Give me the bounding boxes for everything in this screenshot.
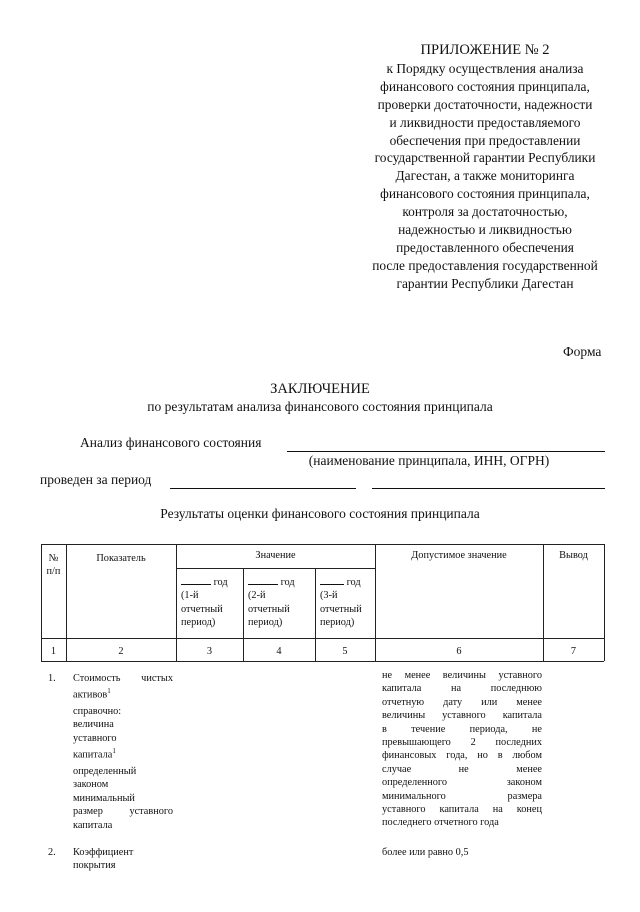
year-field-3[interactable] bbox=[320, 584, 344, 585]
appendix-line: финансового состояния принципала, bbox=[380, 186, 590, 202]
col-number: 1 bbox=[50, 646, 57, 657]
appendix-line: предоставленного обеспечения bbox=[396, 239, 574, 255]
principal-name-field[interactable] bbox=[287, 451, 605, 452]
row-2-num: 2. bbox=[48, 847, 56, 858]
period-end-field[interactable] bbox=[372, 488, 605, 489]
analysis-hint: (наименование принципала, ИНН, ОГРН) bbox=[308, 453, 550, 468]
appendix-line: государственной гарантии Республики bbox=[374, 150, 596, 166]
period-start-field[interactable] bbox=[170, 488, 356, 489]
appendix-line: проверки достаточности, надежности bbox=[377, 96, 593, 112]
year-field-1[interactable] bbox=[181, 584, 211, 585]
appendix-line: финансового состояния принципала, bbox=[380, 78, 590, 94]
col-number: 5 bbox=[342, 646, 348, 657]
appendix-heading: ПРИЛОЖЕНИЕ № 2 bbox=[420, 42, 550, 58]
col-number: 7 bbox=[570, 646, 577, 657]
appendix-line: к Порядку осуществления анализа bbox=[386, 60, 584, 76]
row-2-allowed: более или равно 0,5 bbox=[382, 847, 469, 858]
header-value: Значение bbox=[255, 550, 296, 561]
header-allowed: Допустимое значение bbox=[411, 550, 507, 561]
header-conclusion: Вывод bbox=[559, 550, 588, 561]
row-1-minimum: определенный законом минимальный размер уставного капитала bbox=[73, 766, 173, 831]
period-header-1: год (1-й отчетный период) bbox=[181, 577, 228, 629]
col-number: 3 bbox=[206, 646, 213, 657]
col-number: 2 bbox=[118, 646, 124, 657]
document-subtitle: по результатам анализа финансового состояния принципала bbox=[147, 399, 493, 414]
appendix-line: надежностью и ликвидностью bbox=[398, 222, 572, 238]
col-number: 6 bbox=[456, 646, 462, 657]
row-1-allowed: не менее величины уставного капитала на последнюю отчетную дату или менее величины уставного капитала в течение периода, не превышающего 2 последних финансовых года, но в любом случае не менее определенного законом минимального размера уставного капитала на конец последнего отчетного года bbox=[382, 670, 542, 829]
row-1-indicator: Стоимость чистых активов$^1$ bbox=[73, 673, 173, 701]
year-field-2[interactable] bbox=[248, 584, 278, 585]
appendix-block bbox=[340, 42, 630, 293]
form-label: Форма bbox=[563, 344, 602, 359]
header-indicator: Показатель bbox=[96, 553, 146, 564]
appendix-line: гарантии Республики Дагестан bbox=[396, 275, 574, 291]
period-label: проведен за период bbox=[40, 472, 152, 487]
row-1-num: 1. bbox=[48, 673, 56, 684]
appendix-line: после предоставления государственной bbox=[372, 257, 598, 273]
header-num: № п/п bbox=[46, 553, 61, 578]
analysis-label: Анализ финансового состояния bbox=[80, 435, 262, 450]
document-title: ЗАКЛЮЧЕНИЕ bbox=[270, 381, 370, 397]
period-header-2: год (2-й отчетный период) bbox=[248, 577, 295, 629]
row-2-indicator: Коэффициент покрытия bbox=[73, 847, 134, 872]
results-title: Результаты оценки финансового состояния принципала bbox=[160, 506, 480, 521]
period-header-3: год (3-й отчетный период) bbox=[320, 577, 362, 629]
appendix-line: обеспечения при предоставлении bbox=[389, 132, 581, 148]
row-1-reference: справочно: величина уставного капитала$^1$ bbox=[73, 706, 122, 761]
appendix-line: контроля за достаточностью, bbox=[402, 204, 568, 220]
col-number: 4 bbox=[276, 646, 282, 657]
appendix-line: Дагестан, а также мониторинга bbox=[395, 168, 575, 184]
appendix-line: и ликвидности предоставляемого bbox=[389, 114, 581, 130]
